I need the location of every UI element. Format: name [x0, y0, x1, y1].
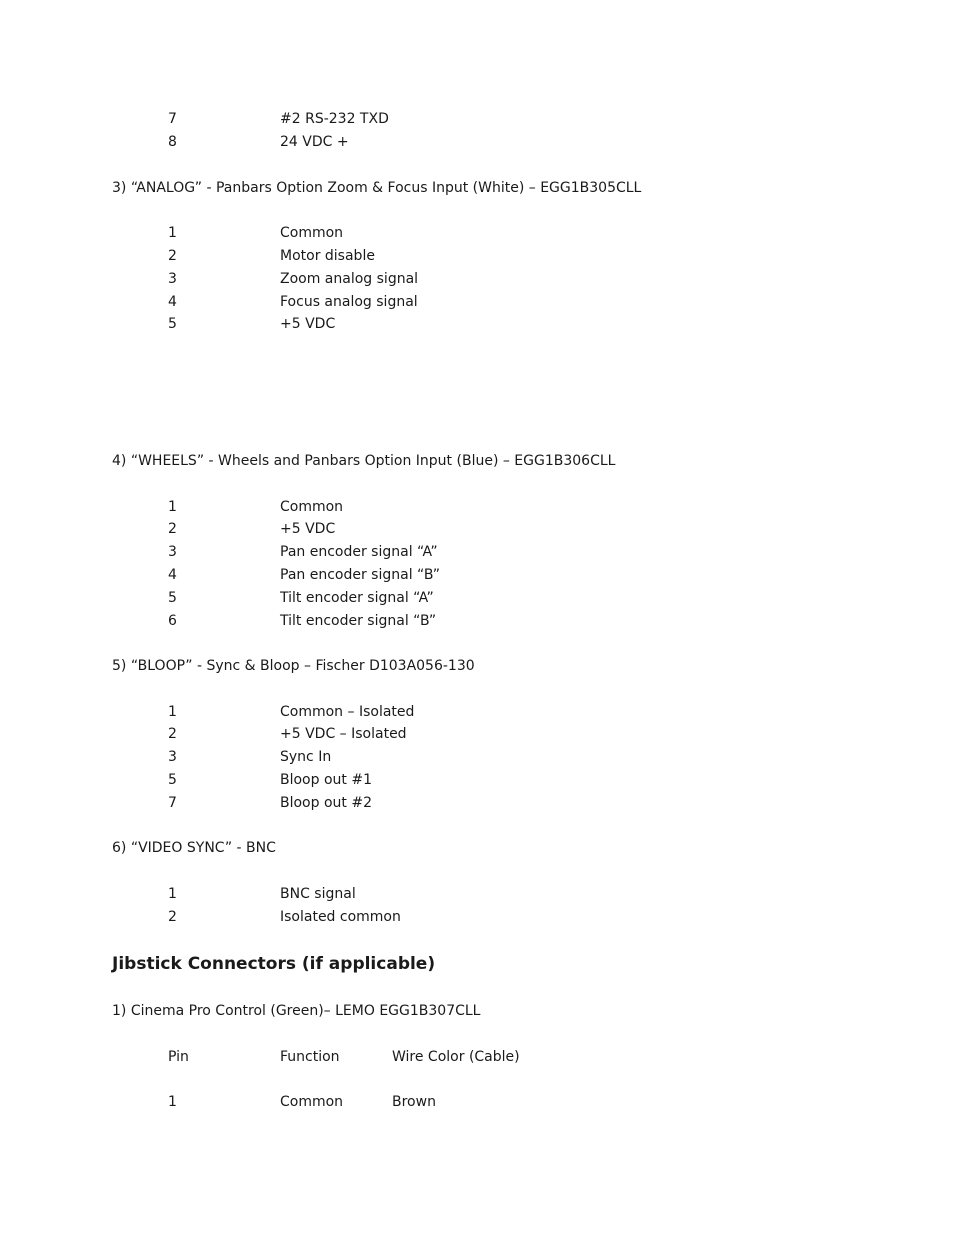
column-header-function: Function	[280, 1049, 340, 1065]
video-sync-heading: 6) “VIDEO SYNC” - BNC	[112, 840, 276, 856]
pin-number: 2	[168, 726, 177, 742]
pin-function: Bloop out #1	[280, 772, 372, 788]
pin-function: +5 VDC	[280, 521, 336, 537]
column-header-pin: Pin	[168, 1049, 189, 1065]
pin-function: Common	[280, 225, 344, 241]
column-header-wire-color: Wire Color (Cable)	[392, 1049, 520, 1065]
pin-number: 6	[168, 613, 177, 629]
jibstick-heading: 1) Cinema Pro Control (Green)– LEMO EGG1B307CLL	[112, 1003, 481, 1019]
pin-function: Tilt encoder signal “B”	[280, 613, 437, 629]
pin-number: 1	[168, 225, 177, 241]
pin-function: Focus analog signal	[280, 294, 418, 310]
pin-number: 8	[168, 134, 177, 150]
analog-heading: 3) “ANALOG” - Panbars Option Zoom & Focus Input (White) – EGG1B305CLL	[112, 180, 642, 196]
pin-number: 1	[168, 1094, 177, 1110]
pin-function: Bloop out #2	[280, 795, 372, 811]
pin-number: 4	[168, 567, 177, 583]
pin-function: 24 VDC +	[280, 134, 349, 150]
pin-function: +5 VDC	[280, 316, 336, 332]
pin-number: 3	[168, 271, 177, 287]
pin-function: BNC signal	[280, 886, 356, 902]
pin-function: Common	[280, 499, 344, 515]
pin-function: Motor disable	[280, 248, 375, 264]
pin-function: Common – Isolated	[280, 704, 415, 720]
pin-function: Isolated common	[280, 909, 401, 925]
pin-function: Sync In	[280, 749, 332, 765]
pin-function: Pan encoder signal “A”	[280, 544, 438, 560]
pin-number: 1	[168, 704, 177, 720]
pin-function: Tilt encoder signal “A”	[280, 590, 434, 606]
pin-number: 5	[168, 590, 177, 606]
pin-number: 2	[168, 248, 177, 264]
wheels-heading: 4) “WHEELS” - Wheels and Panbars Option Input (Blue) – EGG1B306CLL	[112, 453, 616, 469]
pin-number: 4	[168, 294, 177, 310]
pin-function: Common	[280, 1094, 344, 1110]
pin-number: 7	[168, 795, 177, 811]
jibstick-section-title: Jibstick Connectors (if applicable)	[112, 954, 436, 974]
wire-color: Brown	[392, 1094, 436, 1110]
pin-number: 1	[168, 886, 177, 902]
pin-function: Zoom analog signal	[280, 271, 419, 287]
pin-number: 5	[168, 316, 177, 332]
pin-number: 1	[168, 499, 177, 515]
pin-number: 2	[168, 909, 177, 925]
bloop-heading: 5) “BLOOP” - Sync & Bloop – Fischer D103A056-130	[112, 658, 475, 674]
pin-number: 2	[168, 521, 177, 537]
pin-number: 3	[168, 749, 177, 765]
pin-number: 7	[168, 111, 177, 127]
pin-function: Pan encoder signal “B”	[280, 567, 440, 583]
pin-number: 3	[168, 544, 177, 560]
pin-function: +5 VDC – Isolated	[280, 726, 407, 742]
pin-function: #2 RS-232 TXD	[280, 111, 389, 127]
pin-number: 5	[168, 772, 177, 788]
